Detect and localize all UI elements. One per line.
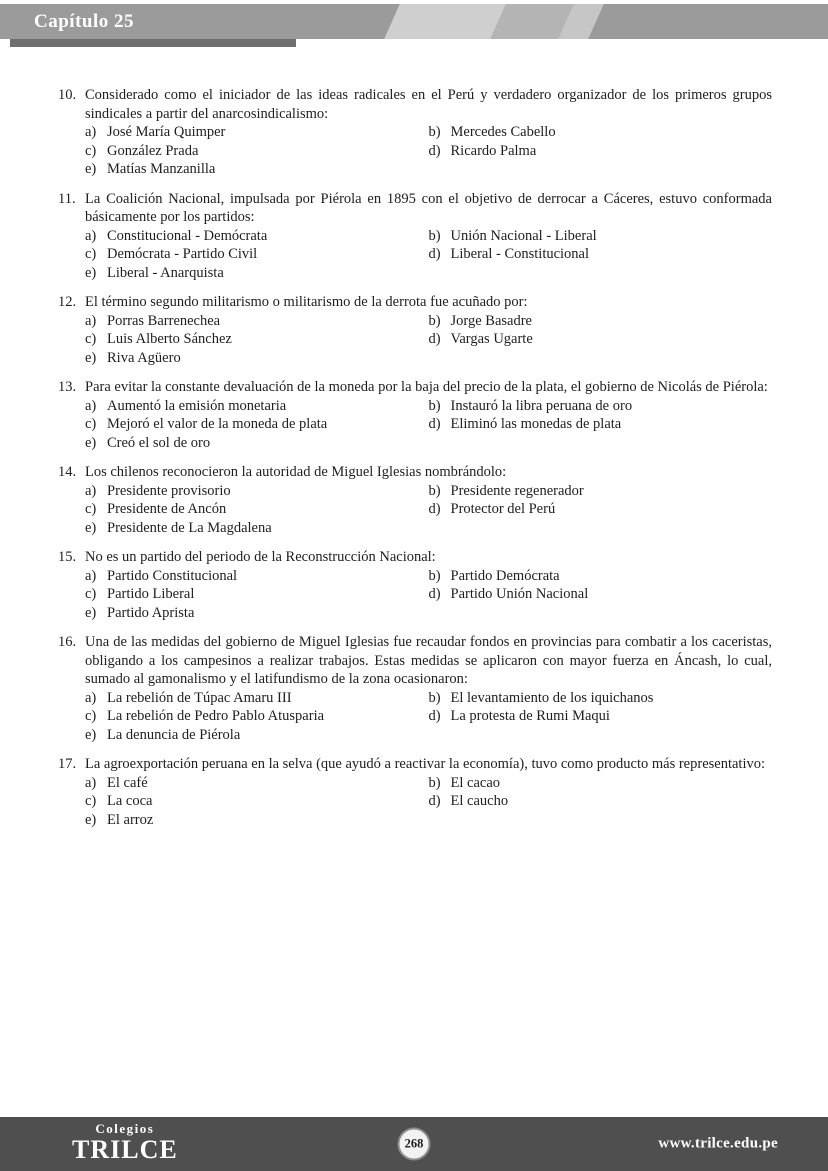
- options-grid: [85, 227, 772, 283]
- question-head: [58, 190, 772, 227]
- chapter-title: Capítulo 25: [34, 10, 134, 32]
- answer-option: [429, 707, 773, 726]
- question: [58, 190, 772, 283]
- question-text: No es un partido del periodo de la Reconstrucción Nacional:: [85, 549, 436, 565]
- answer-option: [429, 330, 773, 349]
- answer-option: [429, 585, 773, 604]
- option-letter: d): [428, 793, 441, 809]
- option-text: Partido Demócrata: [450, 567, 560, 584]
- question-head: [58, 463, 772, 482]
- option-letter: e): [85, 434, 97, 451]
- options-grid: [85, 397, 772, 453]
- question-number: 16.: [58, 634, 77, 650]
- option-letter: c): [85, 793, 97, 809]
- option-text: El café: [107, 774, 148, 791]
- option-text: Presidente de La Magdalena: [107, 519, 272, 536]
- option-text: Riva Agüero: [107, 349, 181, 366]
- option-text: Liberal - Anarquista: [107, 264, 224, 281]
- page-footer: [0, 1117, 828, 1171]
- option-letter: a): [85, 124, 97, 140]
- question-head: [58, 86, 772, 123]
- option-text: Presidente regenerador: [450, 482, 584, 499]
- options-grid: [85, 123, 772, 179]
- option-letter: a): [85, 567, 97, 584]
- option-text: Unión Nacional - Liberal: [450, 227, 597, 244]
- question-text: La agroexportación peruana en la selva (que ayudó a reactivar la economía), tuvo como producto más representativo:: [85, 756, 766, 772]
- answer-option: [85, 500, 429, 519]
- question-text: El término segundo militarismo o militarismo de la derrota fue acuñado por:: [85, 294, 528, 310]
- option-letter: a): [85, 482, 97, 499]
- answer-option: [85, 123, 429, 142]
- question-number: 13.: [58, 379, 77, 395]
- option-letter: e): [85, 519, 97, 536]
- question: [58, 293, 772, 367]
- option-letter: e): [85, 811, 97, 828]
- option-letter: d): [428, 416, 441, 432]
- option-text: Partido Constitucional: [107, 567, 238, 584]
- header-underline-bar: [10, 39, 296, 47]
- option-text: Eliminó las monedas de plata: [450, 416, 622, 432]
- answer-option: [429, 245, 773, 264]
- question-number: 11.: [58, 190, 76, 207]
- option-letter: d): [428, 246, 441, 262]
- option-letter: b): [428, 227, 441, 244]
- answer-option: [85, 774, 429, 793]
- answer-option: [429, 774, 773, 793]
- question: [58, 755, 772, 829]
- option-letter: b): [428, 124, 441, 140]
- answer-option: [429, 482, 773, 501]
- brand-trilce-text: TRILCE: [72, 1135, 178, 1165]
- answer-option: [85, 264, 429, 283]
- option-text: La denuncia de Piérola: [107, 726, 241, 743]
- option-letter: c): [85, 586, 97, 602]
- options-grid: [85, 567, 772, 623]
- option-text: Luis Alberto Sánchez: [107, 331, 232, 347]
- question: [58, 378, 772, 452]
- answer-option: [429, 312, 773, 331]
- answer-option: [85, 519, 429, 538]
- answer-option: [85, 707, 429, 726]
- page-number-badge: [398, 1128, 431, 1161]
- option-text: El caucho: [450, 793, 509, 809]
- trilce-logo: [72, 1122, 178, 1165]
- question-number: 10.: [58, 87, 77, 103]
- option-letter: c): [85, 246, 97, 262]
- option-letter: d): [428, 142, 441, 159]
- option-letter: c): [85, 708, 97, 724]
- option-letter: c): [85, 142, 97, 159]
- option-letter: b): [428, 774, 441, 791]
- questions-list: [58, 86, 772, 840]
- option-text: Constitucional - Demócrata: [107, 227, 268, 244]
- answer-option: [85, 330, 429, 349]
- option-text: Creó el sol de oro: [107, 434, 211, 451]
- option-text: Protector del Perú: [450, 501, 556, 517]
- option-text: Ricardo Palma: [450, 142, 537, 159]
- question-number: 14.: [58, 464, 77, 480]
- answer-option: [429, 397, 773, 416]
- question: [58, 463, 772, 537]
- answer-option: [85, 726, 429, 745]
- option-letter: d): [428, 501, 441, 517]
- answer-option: [85, 811, 429, 830]
- question-head: [58, 293, 772, 312]
- question-number: 17.: [58, 756, 77, 772]
- question: [58, 633, 772, 744]
- answer-option: [429, 792, 773, 811]
- question: [58, 548, 772, 622]
- answer-option: [85, 227, 429, 246]
- question-head: [58, 633, 772, 689]
- page-number: 268: [404, 1136, 424, 1151]
- option-text: Liberal - Constitucional: [450, 246, 590, 262]
- option-letter: e): [85, 161, 97, 177]
- option-text: La protesta de Rumi Maqui: [450, 708, 610, 724]
- option-text: González Prada: [107, 142, 199, 159]
- answer-option: [85, 482, 429, 501]
- option-letter: c): [85, 501, 97, 517]
- option-text: Instauró la libra peruana de oro: [450, 397, 633, 414]
- answer-option: [85, 415, 429, 434]
- answer-option: [429, 500, 773, 519]
- option-letter: a): [85, 689, 97, 706]
- question: [58, 86, 772, 179]
- option-text: El cacao: [450, 774, 501, 791]
- option-letter: b): [428, 312, 441, 329]
- answer-option: [429, 689, 773, 708]
- options-grid: [85, 774, 772, 830]
- answer-option: [85, 349, 429, 368]
- answer-option: [85, 142, 429, 161]
- answer-option: [85, 434, 429, 453]
- question-number: 15.: [58, 549, 77, 565]
- answer-option: [85, 585, 429, 604]
- option-text: Partido Unión Nacional: [450, 586, 589, 602]
- option-letter: d): [428, 586, 441, 602]
- option-text: La rebelión de Pedro Pablo Atusparia: [107, 708, 325, 724]
- answer-option: [85, 689, 429, 708]
- option-text: Vargas Ugarte: [450, 331, 533, 347]
- option-text: El arroz: [107, 811, 154, 828]
- option-text: Partido Liberal: [107, 586, 195, 602]
- answer-option: [429, 415, 773, 434]
- option-letter: b): [428, 689, 441, 706]
- option-letter: a): [85, 227, 97, 244]
- option-letter: e): [85, 726, 97, 743]
- option-text: Porras Barrenechea: [107, 312, 221, 329]
- option-text: Presidente provisorio: [107, 482, 231, 499]
- options-grid: [85, 312, 772, 368]
- question-number: 12.: [58, 294, 77, 310]
- options-grid: [85, 689, 772, 745]
- question-text: Una de las medidas del gobierno de Miguel Iglesias fue recaudar fondos en provincias para combatir a los caceristas, obligando a los campesinos a realizar trabajos. Estas medidas se aplicaron con mayor fuerza en Áncash, lo cual, sumado al gamonalismo y el latifundismo de la zona ocasionaron:: [85, 634, 772, 687]
- question-text: La Coalición Nacional, impulsada por Piérola en 1895 con el objetivo de derrocar a Cáceres, estuvo conformada básicamente por los partidos:: [85, 190, 772, 225]
- answer-option: [429, 142, 773, 161]
- answer-option: [85, 245, 429, 264]
- option-letter: a): [85, 312, 97, 329]
- option-letter: c): [85, 416, 97, 432]
- option-letter: e): [85, 264, 97, 281]
- option-letter: b): [428, 397, 441, 414]
- answer-option: [85, 397, 429, 416]
- question-head: [58, 378, 772, 397]
- option-text: José María Quimper: [107, 124, 226, 140]
- option-letter: a): [85, 774, 97, 791]
- option-letter: b): [428, 567, 441, 584]
- option-letter: a): [85, 397, 97, 414]
- option-letter: d): [428, 708, 441, 724]
- answer-option: [429, 227, 773, 246]
- chapter-header-bar: [0, 4, 828, 39]
- website-url: www.trilce.edu.pe: [658, 1135, 778, 1152]
- option-text: Jorge Basadre: [450, 312, 532, 329]
- answer-option: [429, 567, 773, 586]
- answer-option: [85, 567, 429, 586]
- options-grid: [85, 482, 772, 538]
- option-text: La rebelión de Túpac Amaru III: [107, 689, 292, 706]
- option-text: Presidente de Ancón: [107, 501, 227, 517]
- answer-option: [85, 312, 429, 331]
- answer-option: [85, 160, 429, 179]
- question-text: Considerado como el iniciador de las ideas radicales en el Perú y verdadero organizador de los primeros grupos sindicales a partir del anarcosindicalismo:: [85, 87, 772, 122]
- option-text: Demócrata - Partido Civil: [107, 246, 258, 262]
- question-head: [58, 548, 772, 567]
- option-letter: c): [85, 331, 97, 347]
- option-text: Mercedes Cabello: [450, 124, 556, 140]
- option-text: Matías Manzanilla: [107, 161, 216, 177]
- option-text: La coca: [107, 793, 153, 809]
- option-text: Mejoró el valor de la moneda de plata: [107, 416, 328, 432]
- option-letter: b): [428, 482, 441, 499]
- answer-option: [85, 792, 429, 811]
- answer-option: [429, 123, 773, 142]
- option-letter: e): [85, 604, 97, 621]
- option-text: Partido Aprista: [107, 604, 195, 621]
- question-head: [58, 755, 772, 774]
- answer-option: [85, 604, 429, 623]
- brand-colegios-text: Colegios: [95, 1121, 155, 1136]
- option-text: Aumentó la emisión monetaria: [107, 397, 287, 414]
- question-text: Para evitar la constante devaluación de la moneda por la baja del precio de la plata, el gobierno de Nicolás de Piérola:: [85, 379, 768, 395]
- option-text: El levantamiento de los iquichanos: [450, 689, 654, 706]
- option-letter: e): [85, 349, 97, 366]
- question-text: Los chilenos reconocieron la autoridad de Miguel Iglesias nombrándolo:: [85, 464, 507, 480]
- option-letter: d): [428, 331, 441, 347]
